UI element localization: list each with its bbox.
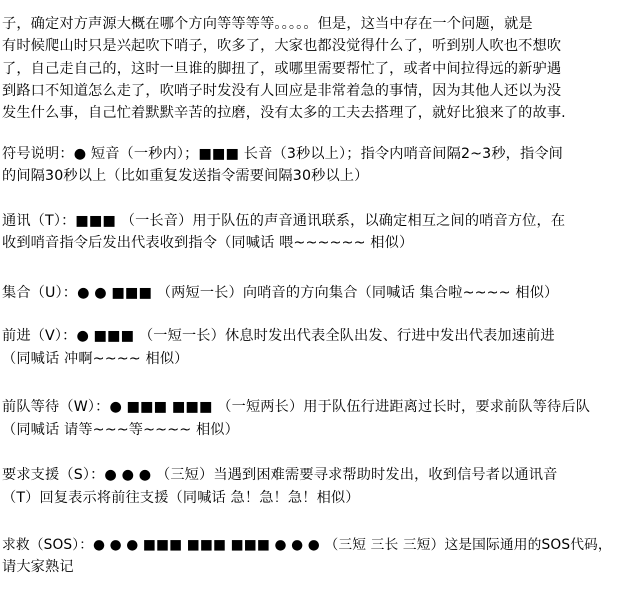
signal-zhiyuan-line: 要求支援（S）：● ● ● （三短）当遇到困难需要寻求帮助时发出，收到信号者以通讯音 (2, 467, 558, 483)
intro-line: 发生什么事，自己忙着默默辛苦的拉磨，没有太多的工夫去搭理了，就好比狼来了的故事. (2, 105, 566, 121)
intro-line: 到路口不知道怎么走了，吹哨子时发没有人回应是非常着急的事情，因为其他人还以为没 (2, 83, 562, 99)
signal-dengdai-line: （同喊话 请等~~~等~~~~ 相似） (2, 422, 239, 438)
legend-line: 的间隔30秒以上（比如重复发送指令需要间隔30秒以上） (2, 168, 369, 184)
intro-line: 了，自己走自己的，这时一旦谁的脚扭了，或哪里需要帮忙了，或者中间拉得远的新驴遇 (2, 61, 562, 77)
signal-tongxun-line: 通讯（T）：■■■ （一长音）用于队伍的声音通讯联系，以确定相互之间的哨音方位，在 (2, 213, 566, 229)
legend-line: 符号说明：● 短音（一秒内）；■■■ 长音（3秒以上）；指令内哨音间隔2~3秒，指令间 (2, 146, 564, 162)
signal-tongxun-line: 收到哨音指令后发出代表收到指令（同喊话 喂~~~~~~ 相似） (2, 235, 414, 251)
signal-zhiyuan-line: （T）回复表示将前往支援（同喊话 急！急！急！相似） (2, 490, 360, 506)
signal-dengdai-line: 前队等待（W）：● ■■■ ■■■ （一短两长）用于队伍行进距离过长时，要求前队等待后队 (2, 399, 591, 415)
intro-line: 子，确定对方声源大概在哪个方向等等等等。。。。。但是，这当中存在一个问题，就是 (2, 16, 533, 32)
signal-sos-line: 求救（SOS）：● ● ● ■■■ ■■■ ■■■ ● ● ● （三短 三长 三短）这是国际通用的SOS代码， (2, 537, 612, 553)
intro-line: 有时候爬山时只是兴起吹下哨子，吹多了，大家也都没觉得什么了，听到别人吹也不想吹 (2, 38, 562, 54)
signal-jihe-line: 集合（U）：● ● ■■■ （两短一长）向哨音的方向集合（同喊话 集合啦~~~~ 相似） (2, 285, 559, 301)
signal-sos-line: 请大家熟记 (2, 559, 74, 575)
signal-qianjin-line: （同喊话 冲啊~~~~ 相似） (2, 351, 189, 367)
signal-qianjin-line: 前进（V）：● ■■■ （一短一长）休息时发出代表全队出发、行进中发出代表加速前进 (2, 328, 555, 344)
